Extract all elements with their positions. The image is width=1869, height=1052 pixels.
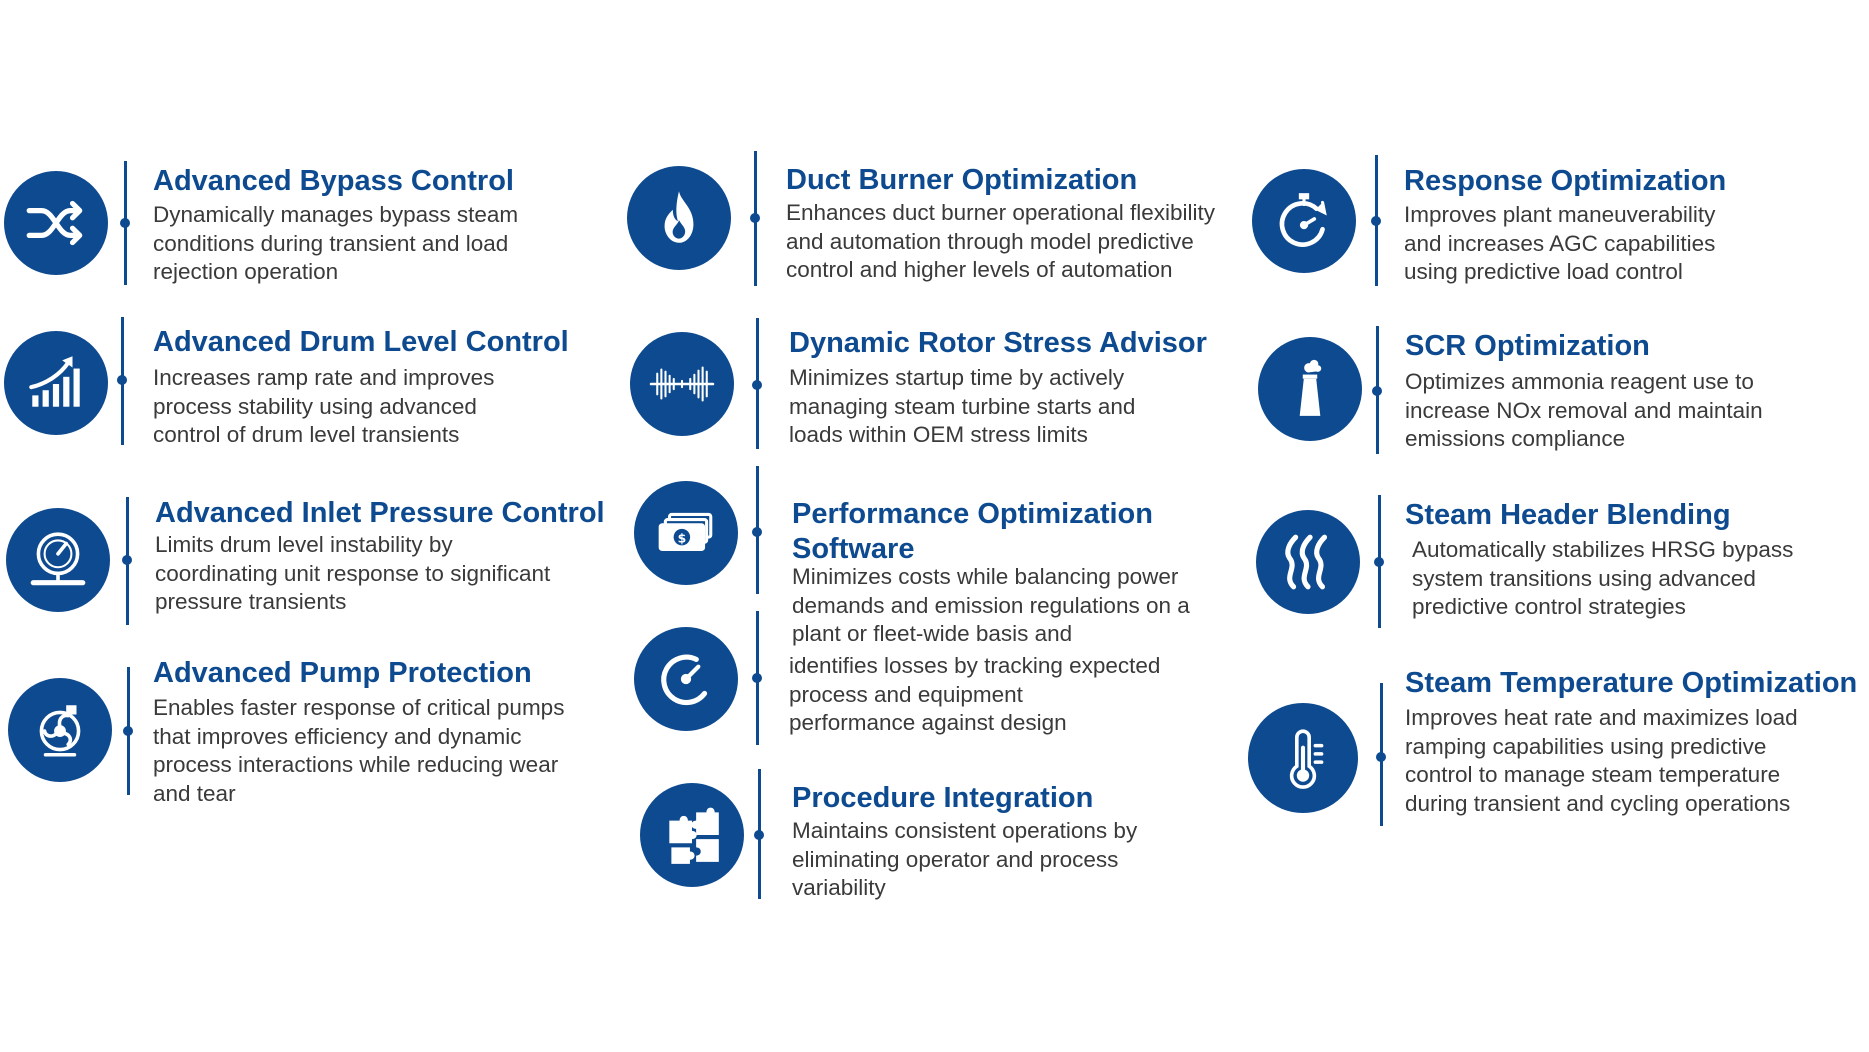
feature-description: Dynamically manages bypass steam conditions during transient and load rejection operation [153, 202, 519, 284]
feature-title: Advanced Drum Level Control [153, 326, 569, 358]
rising-chart-icon [4, 331, 108, 435]
feature-title: Steam Temperature Optimization [1405, 667, 1858, 699]
feature-title: SCR Optimization [1405, 330, 1650, 362]
timeline-dot [750, 213, 760, 223]
flame-icon [627, 166, 731, 270]
feature-title: Advanced Bypass Control [153, 165, 514, 197]
rotor-icon [630, 332, 734, 436]
timeline-dot [1372, 386, 1382, 396]
feature-description: Minimizes startup time by actively managing steam turbine starts and loads within OEM stress limits [789, 365, 1136, 447]
feature-title: Advanced Inlet Pressure Control [155, 497, 605, 529]
feature-description: Enables faster response of critical pumps that improves efficiency and dynamic process interactions while reducing wear and tear [153, 695, 565, 806]
feature-title: Response Optimization [1404, 165, 1727, 197]
feature-title: Performance Optimization Software [792, 498, 1153, 565]
timeline-dot [752, 673, 762, 683]
feature-description: Increases ramp rate and improves process stability using advanced control of drum level transients [153, 365, 495, 447]
thermometer-icon [1248, 703, 1358, 813]
stopwatch-icon [1252, 169, 1356, 273]
smokestack-icon [1258, 337, 1362, 441]
timeline-dot [752, 527, 762, 537]
timeline-dot [117, 375, 127, 385]
svg-text:$: $ [677, 531, 687, 546]
feature-description: Enhances duct burner operational flexibility and automation through model predictive control and higher levels of automation [786, 200, 1216, 282]
feature-description: Optimizes ammonia reagent use to increase NOx removal and maintain emissions compliance [1405, 369, 1763, 451]
timeline-dot [123, 726, 133, 736]
feature-description: Minimizes costs while balancing power demands and emission regulations on a plant or fleet-wide basis and [792, 564, 1190, 646]
speed-gauge-icon [634, 627, 738, 731]
feature-title: Duct Burner Optimization [786, 164, 1138, 196]
timeline-dot [1371, 216, 1381, 226]
timeline-dot [122, 555, 132, 565]
money-icon [634, 481, 738, 585]
timeline-dot [120, 218, 130, 228]
timeline-dot [752, 380, 762, 390]
feature-description: Automatically stabilizes HRSG bypass system transitions using advanced predictive control strategies [1412, 537, 1794, 619]
feature-description: Limits drum level instability by coordinating unit response to significant pressure transients [155, 532, 551, 614]
feature-description: identifies losses by tracking expected process and equipment performance against design [789, 653, 1161, 735]
timeline-dot [754, 830, 764, 840]
pump-fan-icon [8, 678, 112, 782]
timeline-dot [1374, 557, 1384, 567]
feature-description: Maintains consistent operations by eliminating operator and process variability [792, 818, 1138, 900]
feature-description: Improves heat rate and maximizes load ramping capabilities using predictive control to manage steam temperature during transient and cycling operations [1405, 705, 1798, 816]
feature-title: Procedure Integration [792, 782, 1094, 814]
timeline-dot [1376, 752, 1386, 762]
steam-icon [1256, 510, 1360, 614]
feature-title: Steam Header Blending [1405, 499, 1731, 531]
feature-title: Dynamic Rotor Stress Advisor [789, 327, 1207, 359]
feature-description: Improves plant maneuverability and increases AGC capabilities using predictive load control [1404, 202, 1716, 284]
puzzle-icon [640, 783, 744, 887]
pressure-gauge-icon [6, 508, 110, 612]
feature-title: Advanced Pump Protection [153, 657, 532, 689]
shuffle-icon [4, 171, 108, 275]
